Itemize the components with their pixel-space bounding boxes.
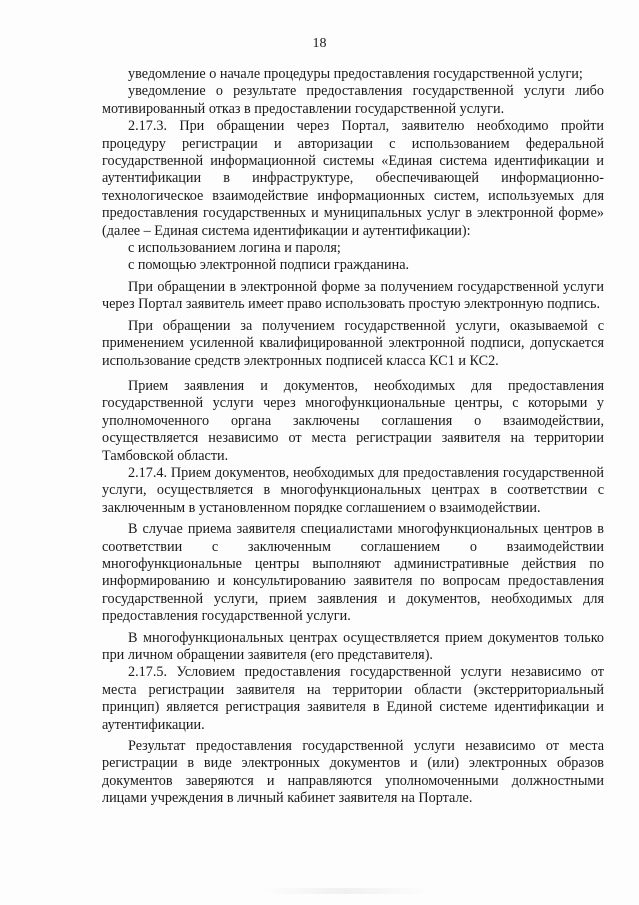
- paragraph: с использованием логина и пароля;: [128, 240, 341, 257]
- paragraph: В случае приема заявителя специалистами многофункциональных центров в соответствии с заключенным соглашением о взаимодействии многофункциональные центры выполняют административные действия по информированию и консультированию заявителя по вопросам предоставления государственной услуги, прием заявления и документов, необходимых для предоставления государственной услуги.: [102, 521, 604, 625]
- paragraph: При обращении в электронной форме за получением государственной услуги через Портал заявитель имеет право использовать простую электронную подпись.: [102, 278, 604, 313]
- paragraph: 2.17.5. Условием предоставления государственной услуги независимо от места регистрации заявителя на территории области (экстерриториальный принцип) является регистрация заявителя в Единой системе идентификации и аутентификации.: [102, 664, 604, 733]
- paragraph: Прием заявления и документов, необходимых для предоставления государственной услуги через многофункциональные центры, с которыми у уполномоченного органа заключены соглашения о взаимодействии, осуществляется независимо от места регистрации заявителя на территории Тамбовской области.: [102, 377, 604, 464]
- paragraph: В многофункциональных центрах осуществляется прием документов только при личном обращении заявителя (его представителя).: [102, 629, 604, 663]
- document-body: [102, 66, 604, 808]
- page-number: 18: [312, 36, 327, 51]
- paragraph: уведомление о результате предоставления государственной услуги либо мотивированный отказ в предоставлении государственной услуги.: [102, 83, 604, 117]
- paragraph: с помощью электронной подписи гражданина.: [128, 257, 410, 274]
- paragraph: При обращении за получением государственной услуги, оказываемой с применением усиленной квалифицированной электронной подписи, допускается использование средств электронных подписей класса КС1 и КС2.: [102, 317, 604, 369]
- paragraph: Результат предоставления государственной услуги независимо от места регистрации в виде электронных документов и (или) электронных образов документов заверяются и направляются уполномоченными должностными лицами учреждения в личный кабинет заявителя на Портале.: [102, 738, 604, 807]
- paragraph: уведомление о начале процедуры предоставления государственной услуги;: [128, 66, 583, 82]
- paragraph: 2.17.4. Прием документов, необходимых для предоставления государственной услуги, осуществляется в многофункциональных центрах в соответствии с заключенным в установленном порядке соглашением о взаимодействии.: [102, 464, 604, 516]
- paragraph: 2.17.3. При обращении через Портал, заявителю необходимо пройти процедуру регистрации и авторизации с использованием федеральной государственной информационной системы «Единая система идентификации и аутентификации в инфраструктуре, обеспечивающей информационно-технологическое взаимодействие информационных систем, используемых для предоставления государственных и муниципальных услуг в электронной форме» (далее – Единая система идентификации и аутентификации):: [102, 118, 604, 239]
- scan-artifact: [260, 888, 430, 894]
